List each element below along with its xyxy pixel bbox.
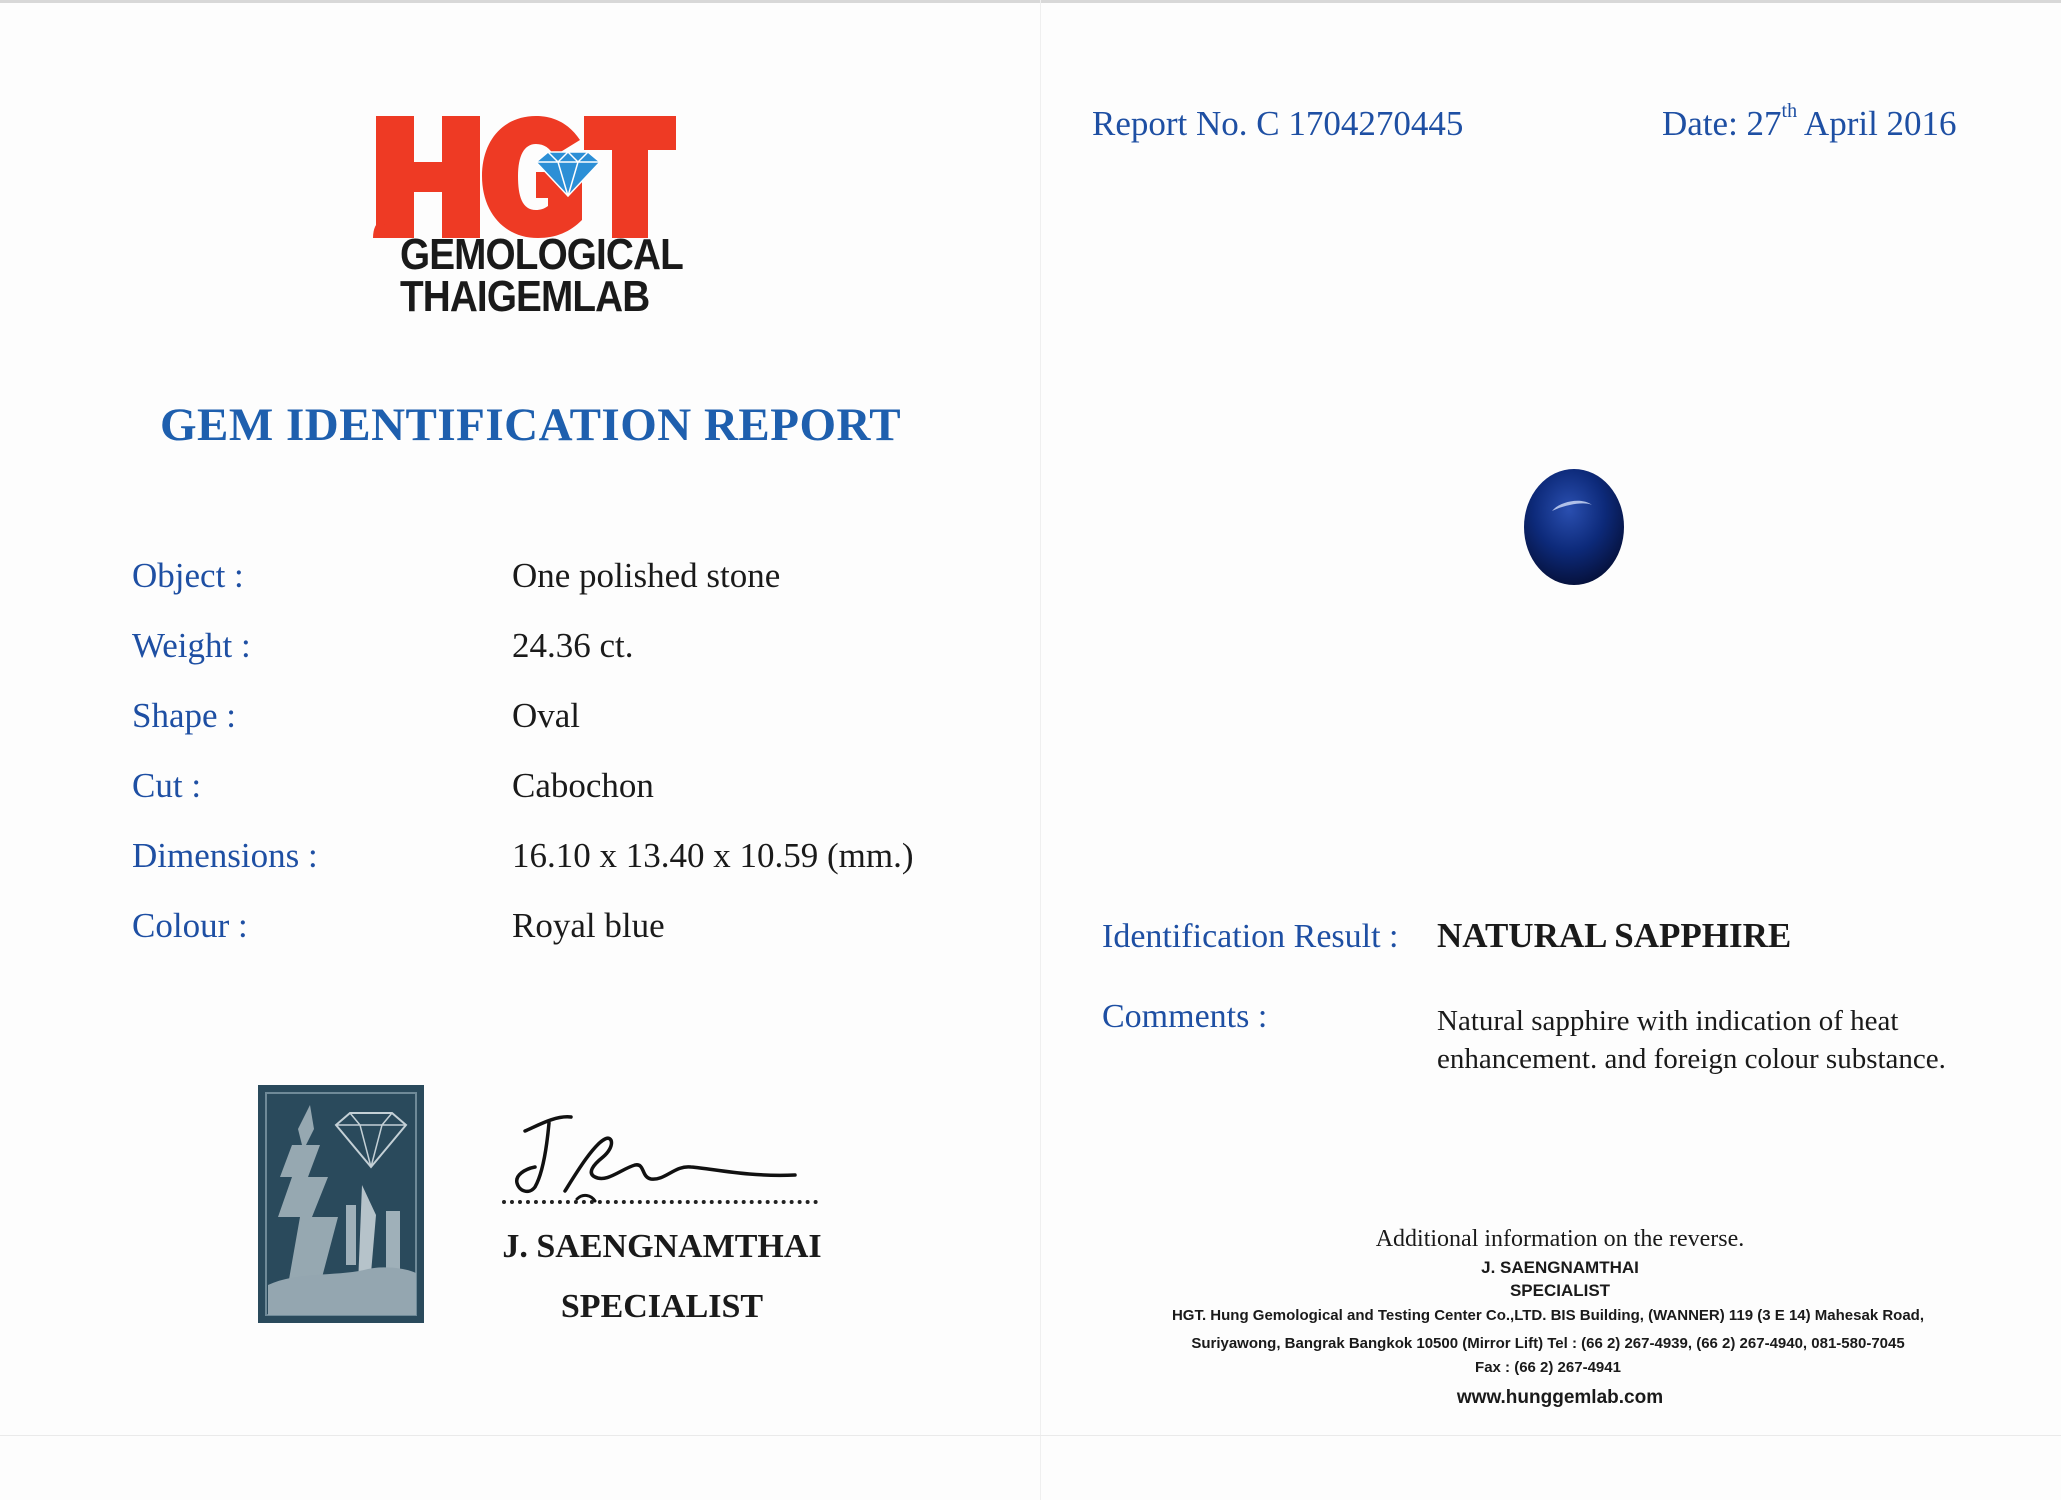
field-colour: [132, 906, 952, 966]
field-value: Cabochon: [512, 766, 654, 805]
comments-label: Comments :: [1102, 998, 1268, 1035]
field-weight: [132, 626, 952, 686]
field-object: [132, 556, 952, 616]
identification-result-value: NATURAL SAPPHIRE: [1437, 916, 1792, 955]
field-dimensions: [132, 836, 952, 896]
field-label: Dimensions :: [132, 836, 318, 875]
footer-address: HGT. Hung Gemological and Testing Center Co.,LTD. BIS Building, (WANNER) 119 (3 E 14) Mahesak Road,: [1171, 1307, 1925, 1324]
footer-fax: Fax : (66 2) 267-4941: [1475, 1359, 1621, 1376]
additional-info: Additional information on the reverse.: [1375, 1226, 1745, 1252]
bottom-edge: [0, 1435, 2061, 1436]
field-value: 16.10 x 13.40 x 10.59 (mm.): [512, 836, 914, 875]
footer-name: J. SAENGNAMTHAI: [1481, 1258, 1639, 1277]
logo-word-thaigemlab: THAIGEMLAB: [400, 272, 650, 321]
page-fold-divider: [1040, 0, 1041, 1500]
hologram-seal: [258, 1085, 424, 1323]
gem-photo: [1522, 467, 1627, 587]
report-number: Report No. C 1704270445: [1092, 104, 1464, 143]
hgt-logo-letters: [370, 110, 690, 240]
field-label: Shape :: [132, 696, 237, 735]
signatory-name: J. SAENGNAMTHAI: [502, 1228, 822, 1265]
signature: [495, 1095, 835, 1205]
field-label: Object :: [132, 556, 244, 595]
date-ordinal: th: [1781, 100, 1798, 122]
comments-value: [1437, 1002, 1997, 1078]
comments-line: enhancement. and foreign colour substance.: [1437, 1043, 1946, 1075]
field-shape: [132, 696, 952, 756]
field-label: Cut :: [132, 766, 202, 805]
logo-word-gemological: GEMOLOGICAL: [400, 230, 683, 279]
signatory-title: SPECIALIST: [560, 1288, 764, 1325]
report-title: GEM IDENTIFICATION REPORT: [160, 399, 902, 451]
date-suffix: April 2016: [1797, 104, 1957, 143]
field-value: One polished stone: [512, 556, 781, 595]
field-label: Weight :: [132, 626, 251, 665]
field-value: Royal blue: [512, 906, 665, 945]
date-prefix: Date: 27: [1662, 104, 1782, 143]
signature-line: [502, 1200, 818, 1204]
comments-line: Natural sapphire with indication of heat: [1437, 1005, 1899, 1037]
footer-title: SPECIALIST: [1509, 1281, 1611, 1300]
top-edge: [0, 0, 2061, 3]
field-value: Oval: [512, 696, 581, 735]
footer-address: Suriyawong, Bangrak Bangkok 10500 (Mirror Lift) Tel : (66 2) 267-4939, (66 2) 267-4940, 081-580-7045: [1191, 1335, 1905, 1352]
website-link[interactable]: www.hunggemlab.com: [1456, 1387, 1664, 1408]
field-value: 24.36 ct.: [512, 626, 634, 665]
hgt-logo: [370, 110, 690, 325]
report-date: [1662, 100, 1957, 144]
identification-result-label: Identification Result :: [1102, 918, 1399, 955]
field-label: Colour :: [132, 906, 248, 945]
field-cut: [132, 766, 952, 826]
